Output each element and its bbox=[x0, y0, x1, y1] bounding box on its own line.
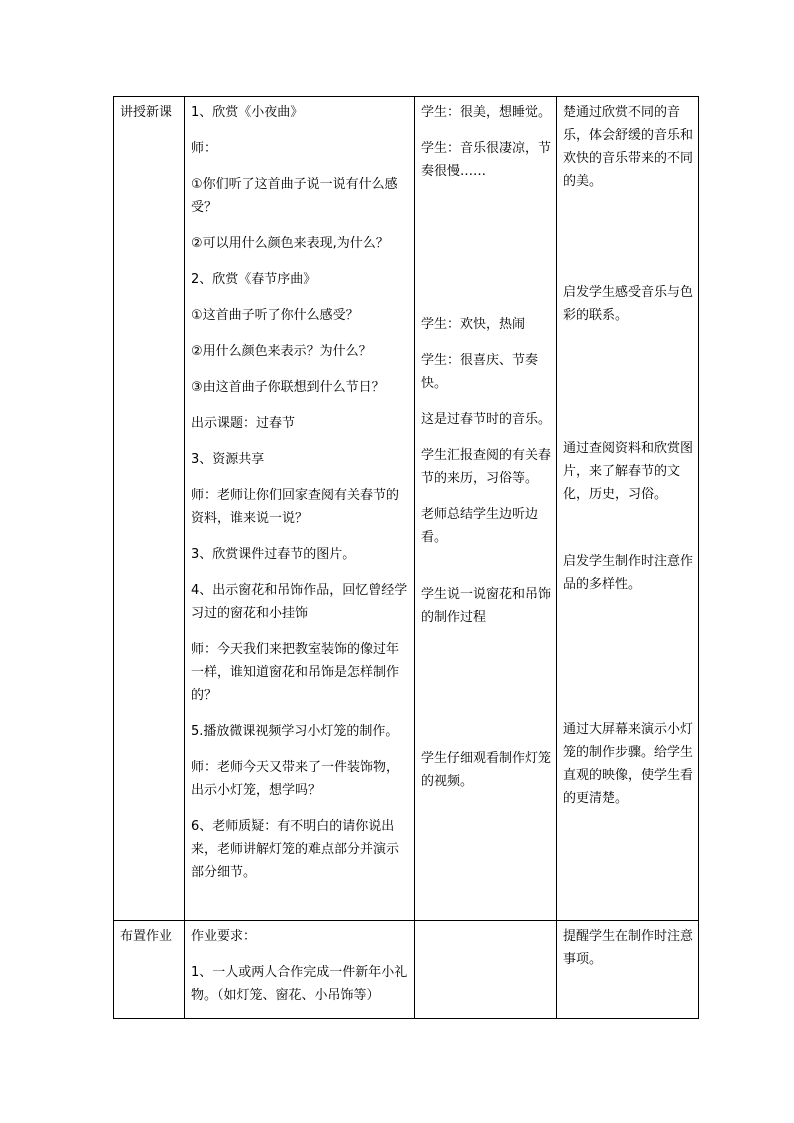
intent-line: 启发学生制作时注意作品的多样性。 bbox=[563, 554, 694, 592]
teacher-line: ②可以用什么颜色来表现,为什么？ bbox=[191, 236, 389, 251]
teacher-line: 6、老师质疑：有不明白的请你说出来，老师讲解灯笼的难点部分并演示部分细节。 bbox=[191, 819, 400, 880]
teacher-line: 师：老师让你们回家查阅有关春节的资料，谁来说一说？ bbox=[191, 488, 400, 526]
student-line: 老师总结学生边听边看。 bbox=[421, 507, 539, 545]
intent-line: 启发学生感受音乐与色彩的联系。 bbox=[563, 285, 694, 323]
teacher-line: ②用什么颜色来表示？为什么？ bbox=[191, 344, 372, 359]
teacher-line: ③由这首曲子你联想到什么节日？ bbox=[191, 380, 385, 395]
intent-line: 提醒学生在制作时注意事项。 bbox=[563, 929, 694, 967]
student-activity-cell bbox=[415, 921, 557, 1019]
student-line: 这是过春节时的音乐。 bbox=[421, 412, 552, 427]
category-cell bbox=[114, 921, 185, 1019]
student-line: 学生汇报查阅的有关春节的来历，习俗等。 bbox=[421, 448, 552, 486]
teacher-activity-cell bbox=[185, 97, 415, 921]
design-intent-cell bbox=[557, 921, 699, 1019]
teacher-activity-cell bbox=[185, 921, 415, 1019]
student-line: 学生说一说窗花和吊饰的制作过程 bbox=[421, 587, 552, 625]
teacher-line: 4、出示窗花和吊饰作品，回忆曾经学习过的窗花和小挂饰 bbox=[191, 583, 408, 621]
student-line: 学生：很喜庆、节奏快。 bbox=[421, 353, 539, 391]
category-cell bbox=[114, 97, 185, 921]
teacher-line: 3、资源共享 bbox=[191, 452, 265, 467]
teacher-line: 出示课题：过春节 bbox=[191, 416, 296, 431]
teacher-line: 作业要求： bbox=[191, 929, 257, 944]
student-line: 学生仔细观看制作灯笼的视频。 bbox=[421, 751, 552, 789]
teacher-line: 3、欣赏课件过春节的图片。 bbox=[191, 547, 356, 562]
student-line: 学生：很美，想睡觉。 bbox=[421, 105, 552, 120]
design-intent-cell bbox=[557, 97, 699, 921]
teacher-line: 师：老师今天又带来了一件装饰物，出示小灯笼，想学吗？ bbox=[191, 760, 400, 798]
table-row-homework bbox=[114, 921, 699, 1019]
teacher-line: 师：今天我们来把教室装饰的像过年一样，谁知道窗花和吊饰是怎样制作的？ bbox=[191, 642, 400, 703]
lesson-plan-table bbox=[113, 96, 699, 1019]
category-label: 布置作业 bbox=[120, 929, 173, 944]
intent-line: 楚通过欣赏不同的音乐，体会舒缓的音乐和欢快的音乐带来的不同的美。 bbox=[563, 105, 694, 189]
student-line: 学生：欢快，热闹 bbox=[421, 317, 526, 332]
teacher-line: ①这首曲子听了你什么感受？ bbox=[191, 308, 359, 323]
student-line: 学生：音乐很凄凉，节奏很慢…… bbox=[421, 141, 552, 179]
intent-line: 通过查阅资料和欣赏图片，来了解春节的文化，历史，习俗。 bbox=[563, 441, 694, 502]
teacher-line: 2、欣赏《春节序曲》 bbox=[191, 272, 317, 287]
intent-line: 通过大屏幕来演示小灯笼的制作步骤。给学生直观的映像，使学生看的更清楚。 bbox=[563, 722, 694, 806]
teacher-line: ①你们听了这首曲子说一说有什么感受？ bbox=[191, 177, 398, 215]
teacher-line: 5.播放微课视频学习小灯笼的制作。 bbox=[191, 724, 399, 739]
table-row-lecture bbox=[114, 97, 699, 921]
teacher-line: 师： bbox=[191, 141, 218, 156]
teacher-line: 1、欣赏《小夜曲》 bbox=[191, 105, 304, 120]
teacher-line: 1、一人或两人合作完成一件新年小礼物。（如灯笼、窗花、小吊饰等） bbox=[191, 965, 408, 1003]
student-activity-cell bbox=[415, 97, 557, 921]
category-label: 讲授新课 bbox=[120, 105, 173, 120]
